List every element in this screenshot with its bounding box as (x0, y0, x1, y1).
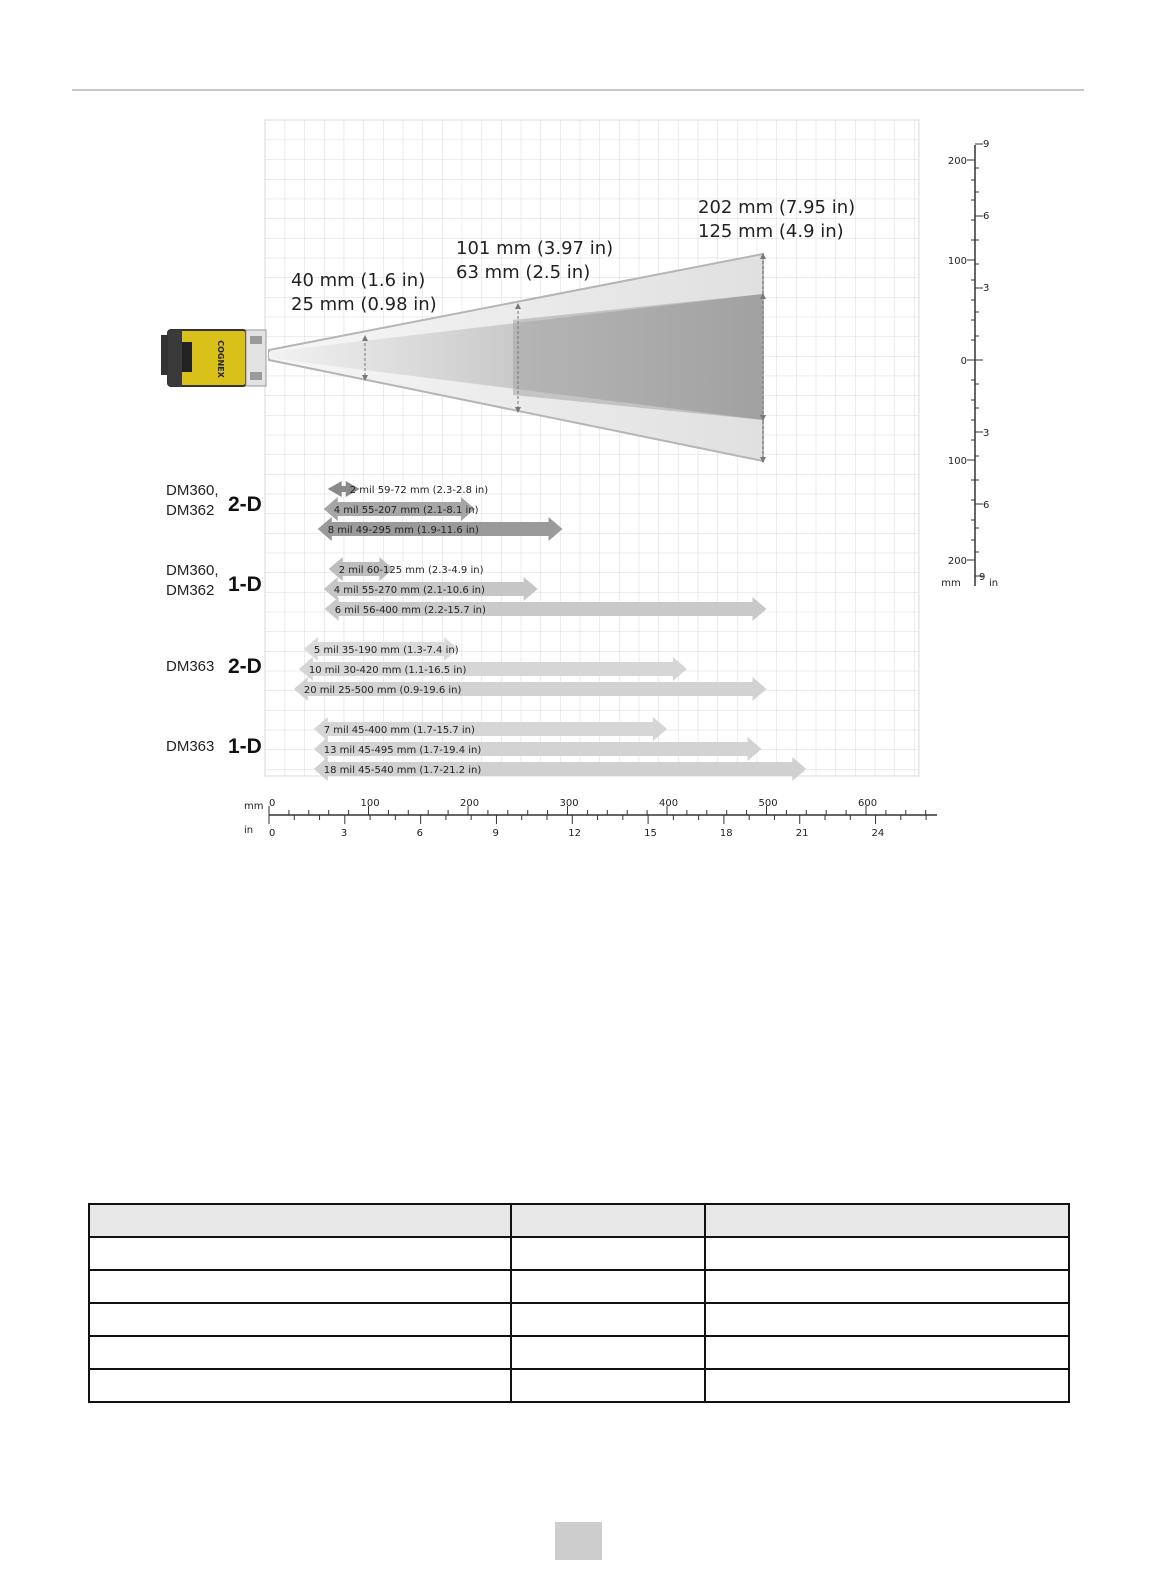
table-cell (705, 1270, 1069, 1303)
h-mm-tick-label: 300 (559, 798, 579, 809)
range-bar-label: 8 mil 49-295 mm (1.9-11.6 in) (327, 525, 479, 536)
h-in-tick-label: 0 (269, 828, 276, 839)
range-bar-label: 20 mil 25-500 mm (0.9-19.6 in) (303, 685, 462, 696)
v-in-label: 6 (983, 211, 990, 222)
group-model-label: DM362 (166, 582, 215, 599)
table-cell (511, 1369, 705, 1402)
table-row (89, 1270, 1069, 1303)
h-in-tick-label: 9 (492, 828, 499, 839)
range-bar-label: 4 mil 55-270 mm (2.1-10.6 in) (333, 585, 485, 596)
horizontal-scale (244, 798, 937, 839)
h-mm-tick-label: 0 (269, 798, 276, 809)
fov-mid-width: 101 mm (3.97 in) (456, 238, 614, 259)
table-header-row (89, 1204, 1069, 1237)
range-bar-label: 5 mil 35-190 mm (1.3-7.4 in) (313, 645, 459, 656)
group-code-type-label: 2-D (228, 493, 262, 516)
h-in-tick-label: 21 (795, 828, 809, 839)
h-mm-tick-label: 600 (858, 798, 878, 809)
v-in-unit: in (989, 578, 999, 589)
vertical-scale (941, 139, 998, 589)
table-cell (89, 1237, 511, 1270)
range-bar-label: 13 mil 45-495 mm (1.7-19.4 in) (323, 745, 482, 756)
group-model-label: DM362 (166, 502, 215, 519)
table-header-cell (511, 1204, 705, 1237)
range-bar-label: 2 mil 60-125 mm (2.3-4.9 in) (338, 565, 484, 576)
table-header-cell (89, 1204, 511, 1237)
v-in-label: 9 (979, 572, 986, 583)
v-mm-label: 100 (947, 456, 967, 467)
model-group-labels (166, 482, 262, 758)
h-mm-tick-label: 400 (659, 798, 679, 809)
v-in-label: 9 (983, 139, 990, 150)
h-mm-tick-label: 100 (360, 798, 380, 809)
v-in-label: 3 (983, 428, 990, 439)
table-cell (89, 1369, 511, 1402)
v-mm-label: 0 (960, 356, 967, 367)
fov-far-width: 202 mm (7.95 in) (698, 197, 856, 218)
h-in-tick-label: 18 (719, 828, 733, 839)
camera-brand-label: COGNEX (216, 340, 225, 378)
h-in-unit: in (244, 825, 254, 836)
table-cell (705, 1369, 1069, 1402)
h-mm-tick-label: 200 (460, 798, 480, 809)
fov-mid-height: 63 mm (2.5 in) (456, 262, 591, 283)
range-bar-label: 10 mil 30-420 mm (1.1-16.5 in) (308, 665, 467, 676)
group-code-type-label: 1-D (228, 573, 262, 596)
range-bar-label: 4 mil 55-207 mm (2.1-8.1 in) (333, 505, 479, 516)
table-cell (89, 1303, 511, 1336)
h-in-tick-label: 24 (871, 828, 885, 839)
table-cell (705, 1237, 1069, 1270)
fov-far-height: 125 mm (4.9 in) (698, 221, 844, 242)
h-in-tick-label: 12 (568, 828, 582, 839)
range-bar-label: 7 mil 45-400 mm (1.7-15.7 in) (323, 725, 475, 736)
group-code-type-label: 1-D (228, 735, 262, 758)
fov-near-height: 25 mm (0.98 in) (291, 294, 437, 315)
group-model-label: DM360, (166, 482, 219, 499)
table-cell (511, 1303, 705, 1336)
table-header-cell (705, 1204, 1069, 1237)
group-code-type-label: 2-D (228, 655, 262, 678)
table-cell (89, 1336, 511, 1369)
spec-table (88, 1203, 1070, 1403)
table-cell (705, 1336, 1069, 1369)
v-mm-unit: mm (941, 578, 961, 589)
table-cell (511, 1237, 705, 1270)
group-model-label: DM360, (166, 562, 219, 579)
h-in-tick-label: 3 (340, 828, 348, 839)
v-mm-label: 100 (947, 256, 967, 267)
range-bar-label: 18 mil 45-540 mm (1.7-21.2 in) (323, 765, 482, 776)
group-model-label: DM363 (166, 658, 215, 675)
v-in-label: 6 (983, 500, 990, 511)
table-cell (89, 1270, 511, 1303)
camera-icon (161, 330, 266, 386)
table-row (89, 1303, 1069, 1336)
range-bar-label: 6 mil 56-400 mm (2.2-15.7 in) (334, 605, 486, 616)
table-cell (705, 1303, 1069, 1336)
table-cell (511, 1270, 705, 1303)
group-model-label: DM363 (166, 738, 215, 755)
v-in-label: 3 (983, 283, 990, 294)
table-row (89, 1237, 1069, 1270)
h-in-tick-label: 15 (644, 828, 657, 839)
grid (265, 120, 919, 776)
table-cell (511, 1336, 705, 1369)
table-row (89, 1369, 1069, 1402)
h-mm-unit: mm (244, 801, 264, 812)
range-bar-label: 2 mil 59-72 mm (2.3-2.8 in) (349, 485, 489, 496)
fov-near-width: 40 mm (1.6 in) (291, 270, 426, 291)
v-mm-label: 200 (947, 156, 967, 167)
v-mm-label: 200 (947, 556, 967, 567)
page-number-tab (555, 1522, 602, 1560)
h-mm-tick-label: 500 (758, 798, 778, 809)
table-row (89, 1336, 1069, 1369)
h-in-tick-label: 6 (416, 828, 424, 839)
